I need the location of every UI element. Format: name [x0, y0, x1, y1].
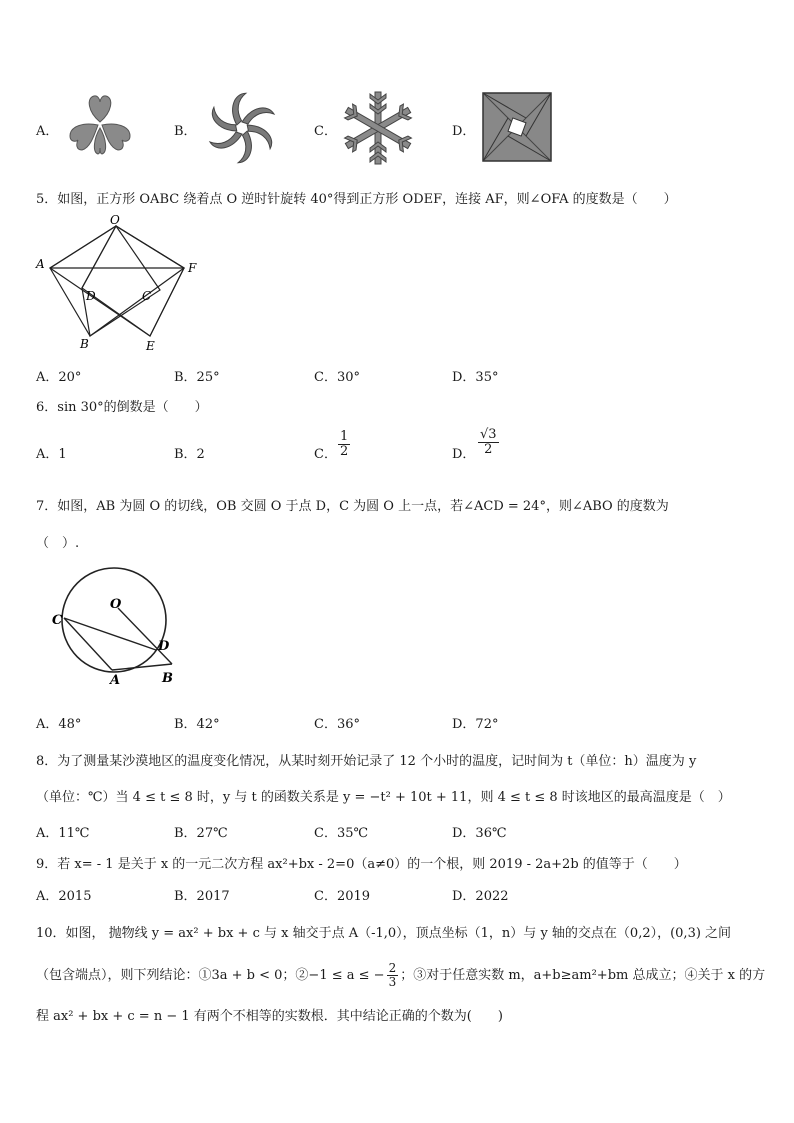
q6-option-d-fraction — [478, 428, 499, 458]
q10-line-1: 10．如图， 抛物线 y = ax² + bx + c 与 x 轴交于点 A（-1,0），顶点坐标（1，n）与 y 轴的交点在（0,2），(0,3) 之间 — [36, 926, 732, 941]
q4-figure-b-swirl — [206, 92, 278, 164]
q6-option-c-fraction — [338, 430, 350, 460]
q5-label-f: F — [188, 261, 197, 275]
q5-label-c: C — [142, 289, 152, 303]
q5-option-b: B．25° — [174, 370, 220, 385]
q7-figure — [46, 562, 186, 688]
q9-option-c: C．2019 — [314, 889, 371, 904]
q10-line-2-part-b: ；③对于任意实数 m，a+b≥am²+bm 总成立；④关于 x 的方 — [400, 968, 766, 984]
q6-stem: 6．sin 30°的倒数是（ ） — [36, 400, 208, 415]
q8-line-1: 8．为了测量某沙漠地区的温度变化情况，从某时刻开始记录了 12 个小时的温度，记时间为 t（单位：h）温度为 y — [36, 754, 697, 769]
q7-label-c: C — [52, 613, 63, 628]
q4-figure-a-hearts — [64, 92, 136, 158]
q10-line-2 — [36, 962, 765, 989]
q10-fraction-denominator: 3 — [388, 975, 397, 990]
q5-option-c: C．30° — [314, 370, 360, 385]
q5-figure — [34, 212, 214, 354]
q6-d-numerator: √3 — [480, 427, 497, 442]
q6-option-b: B．2 — [174, 447, 205, 462]
q7-label-b: B — [162, 671, 173, 686]
q8-option-a: A．11℃ — [36, 826, 90, 841]
q10-line-3: 程 ax² + bx + c = n − 1 有两个不相等的实数根．其中结论正确的个数为( ) — [36, 1009, 503, 1024]
q10-fraction-numerator: 2 — [388, 961, 397, 975]
q10-line-2-part-a: （包含端点），则下列结论：①3a + b < 0；②−1 ≤ a ≤ − — [36, 968, 385, 984]
q6-c-denominator: 2 — [340, 444, 349, 460]
q5-label-b: B — [80, 337, 89, 351]
q5-label-a: A — [36, 257, 45, 271]
q5-stem: 5．如图，正方形 OABC 绕着点 O 逆时针旋转 40°得到正方形 ODEF，连接 AF，则∠OFA 的度数是（ ） — [36, 192, 677, 207]
q7-stem-continued: （ ）. — [36, 536, 80, 551]
q9-option-b: B．2017 — [174, 889, 230, 904]
q9-stem: 9．若 x= - 1 是关于 x 的一元二次方程 ax²+bx - 2=0（a≠0）的一个根，则 2019 - 2a+2b 的值等于（ ） — [36, 857, 687, 872]
q7-option-a: A．48° — [36, 717, 82, 732]
q4-figure-c-snowflake — [342, 90, 414, 166]
q7-stem: 7．如图，AB 为圆 O 的切线，OB 交圆 O 于点 D，C 为圆 O 上一点，若∠ACD = 24°，则∠ABO 的度数为 — [36, 499, 669, 514]
q8-option-b: B．27℃ — [174, 826, 228, 841]
q8-option-c: C．35℃ — [314, 826, 369, 841]
q6-d-denominator: 2 — [484, 442, 493, 458]
q8-option-d: D．36℃ — [452, 826, 507, 841]
q7-label-o: O — [110, 597, 122, 612]
q6-c-numerator: 1 — [340, 429, 349, 444]
q8-line-2: （单位：℃）当 4 ≤ t ≤ 8 时，y 与 t 的函数关系是 y = −t² + 10t + 11，则 4 ≤ t ≤ 8 时该地区的最高温度是（ ） — [36, 790, 731, 805]
q4-option-a-label: A． — [36, 124, 59, 139]
q5-option-a: A．20° — [36, 370, 82, 385]
q4-option-b-label: B． — [174, 124, 197, 139]
q7-label-a: A — [110, 673, 121, 688]
q7-option-c: C．36° — [314, 717, 360, 732]
q5-label-e: E — [146, 339, 155, 353]
q7-option-b: B．42° — [174, 717, 220, 732]
q5-option-d: D．35° — [452, 370, 499, 385]
q7-option-d: D．72° — [452, 717, 499, 732]
q9-option-d: D．2022 — [452, 889, 509, 904]
q6-option-c: C． — [314, 447, 337, 462]
q5-label-d: D — [86, 289, 96, 303]
q4-option-c-label: C． — [314, 124, 337, 139]
q7-label-d: D — [158, 639, 170, 654]
q6-option-d: D． — [452, 447, 476, 462]
q9-option-a: A．2015 — [36, 889, 92, 904]
q5-label-o: O — [110, 213, 120, 227]
q4-figure-d-square — [482, 92, 552, 162]
q6-option-a: A．1 — [36, 447, 67, 462]
q4-option-d-label: D． — [452, 124, 476, 139]
